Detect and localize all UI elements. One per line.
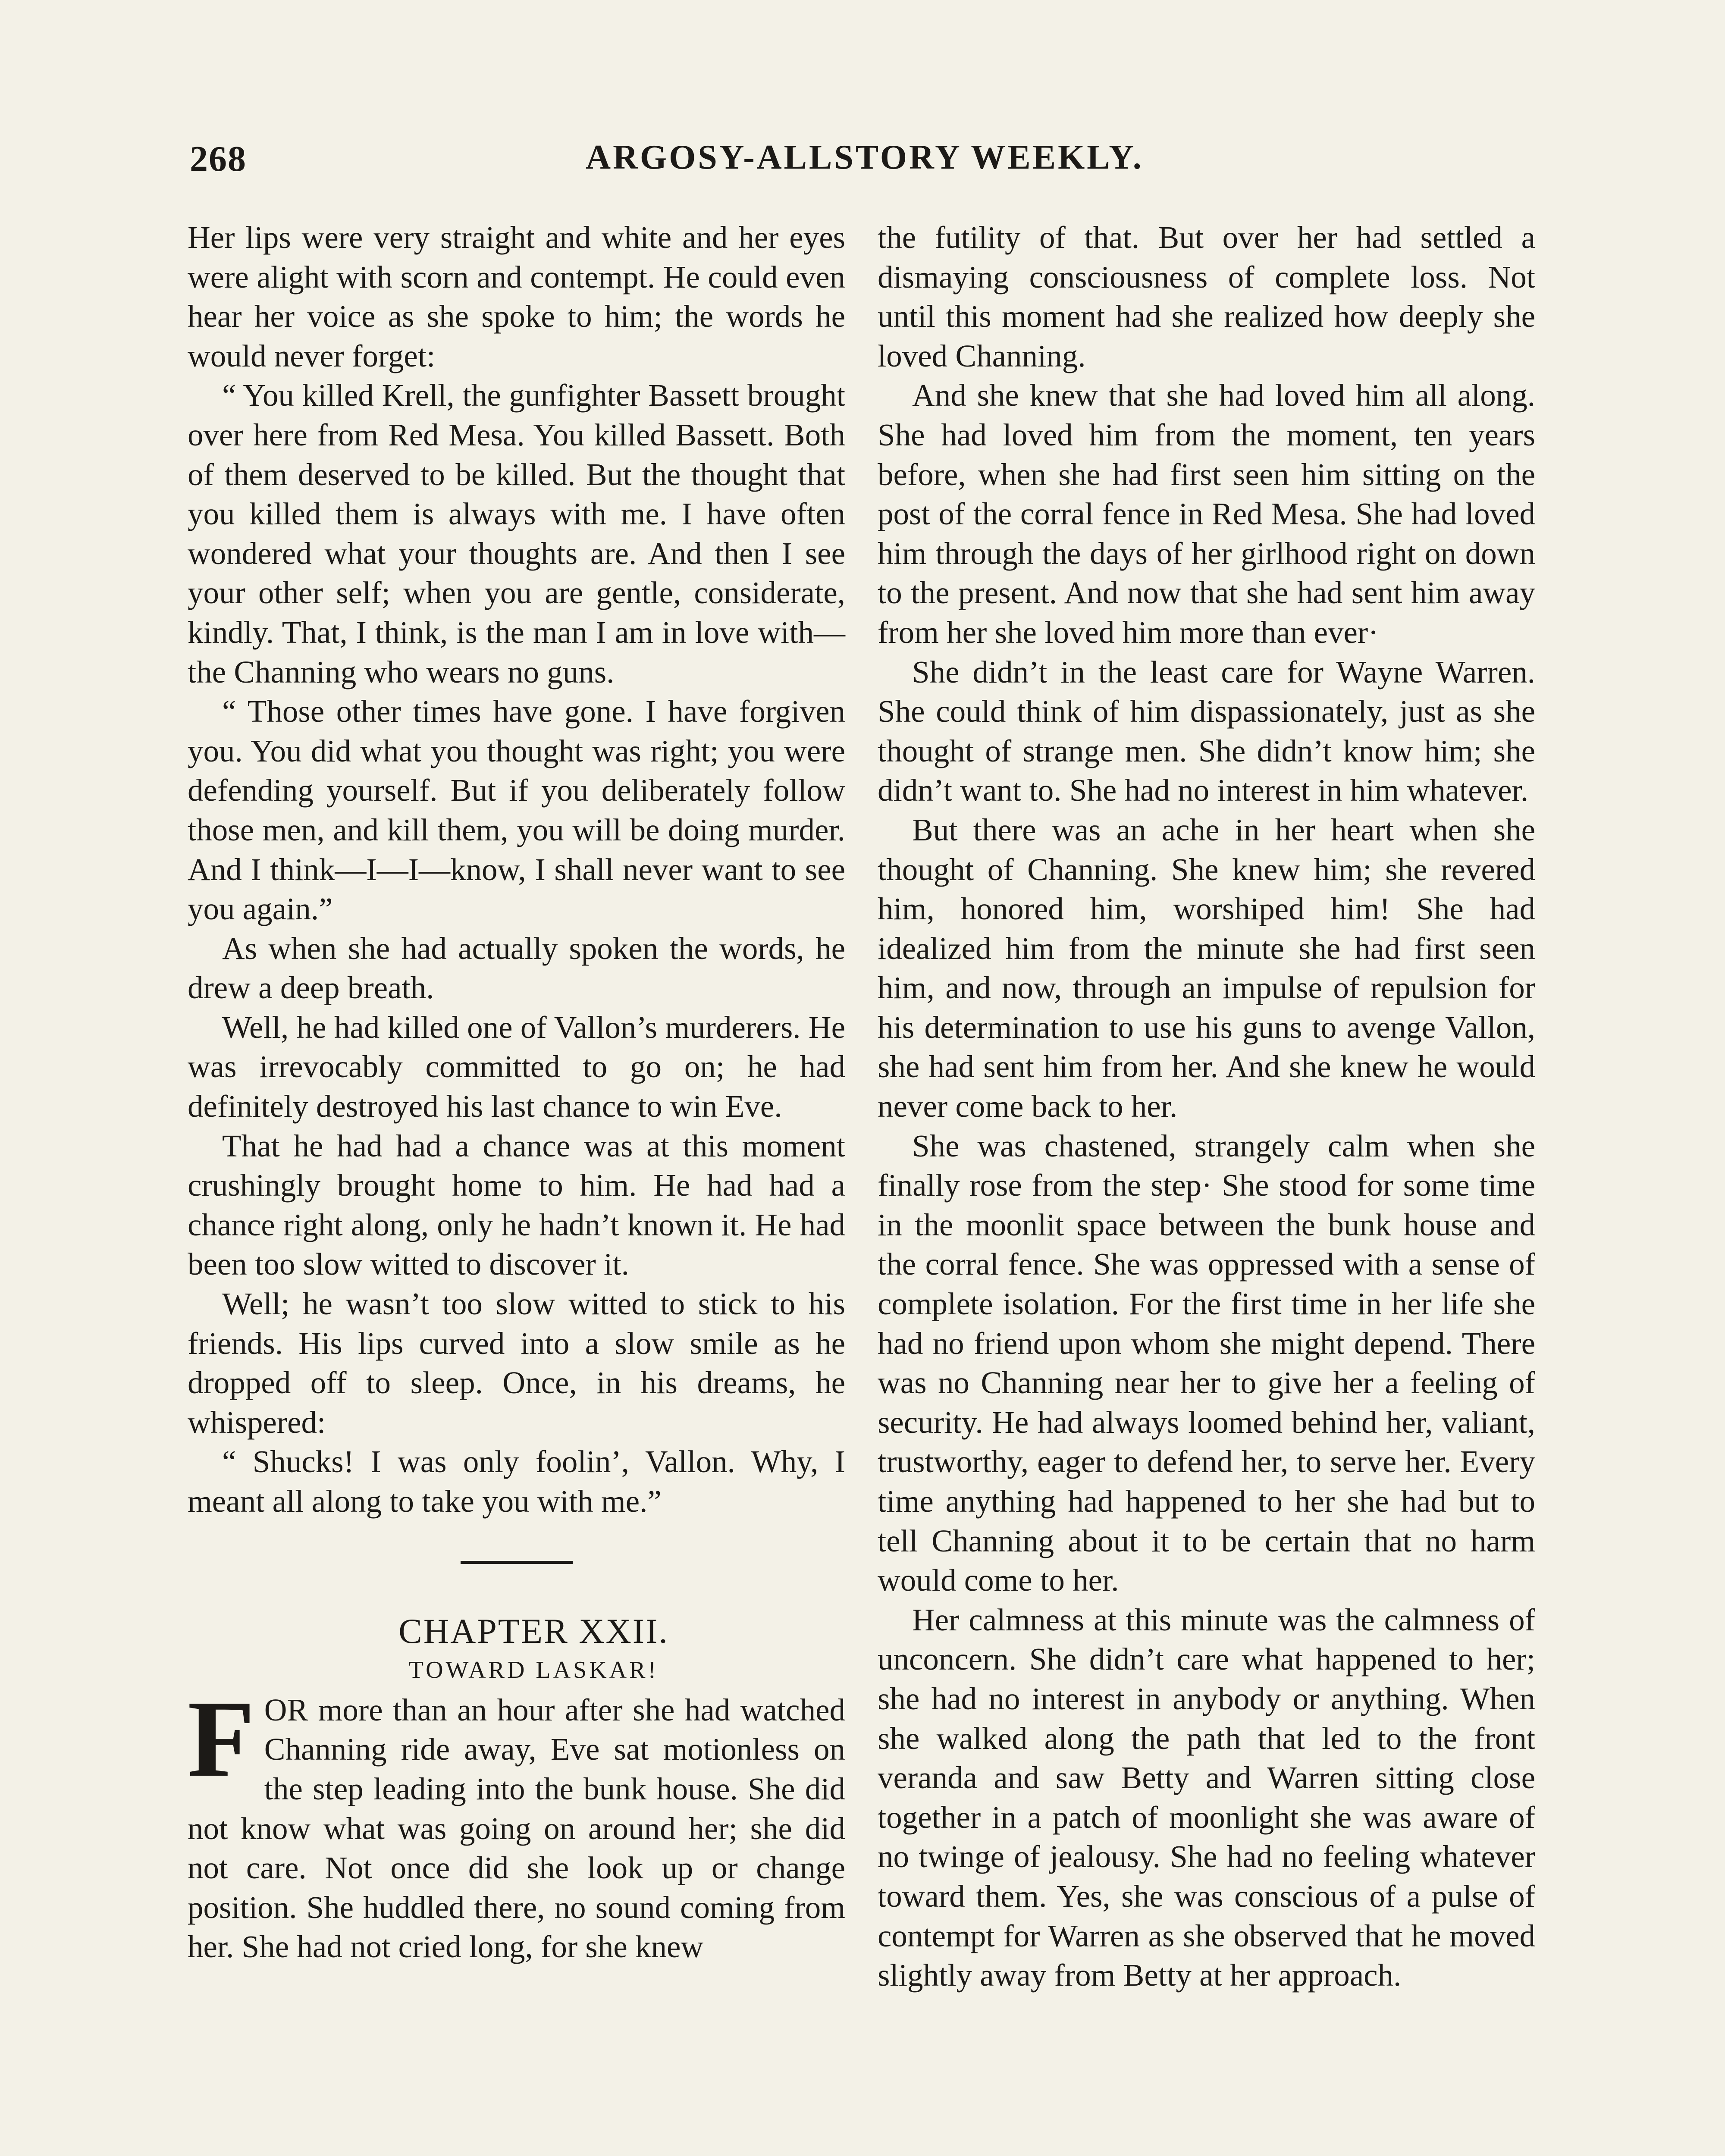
- drop-cap: F: [188, 1678, 255, 1800]
- chapter-opening-paragraph: [188, 1678, 845, 1967]
- running-head: ARGOSY-ALLSTORY WEEKLY.: [586, 138, 1144, 176]
- section-divider: [461, 1561, 573, 1564]
- paragraph: And she knew that she had loved him all along. She had loved him from the moment, ten years before, when she had first seen him sitting on the post of the corral fence in Red Mesa. She had loved him through the days of her girlhood right on down to the present. And now that she had sent him away from her she loved him more than ever·: [878, 378, 1535, 650]
- page-header: [190, 138, 1540, 190]
- paragraph: “ Shucks! I was only foolin’, Vallon. Why, I meant all along to take you with me.”: [188, 1444, 845, 1519]
- left-column: [188, 218, 845, 1967]
- paragraph: Her lips were very straight and white and her eyes were alight with scorn and contempt. He could even hear her voice as she spoke to him; the words he would never forget:: [188, 220, 845, 373]
- paragraph: She didn’t in the least care for Wayne Warren. She could think of him dispassionately, just as she thought of strange men. She didn’t know him; she didn’t want to. She had no interest in him whatever.: [878, 654, 1535, 808]
- right-column: [878, 218, 1535, 1995]
- paragraph: She was chastened, strangely calm when she finally rose from the step· She stood for some time in the moonlit space between the bunk house and the corral fence. She was oppressed with a sense of complete isolation. For the first time in her life she had no friend upon whom she might depend. There was no Channing near her to give her a feeling of security. He had always loomed behind her, valiant, trustworthy, eager to defend her, to serve her. Every time anything had happened to her she had but to tell Channing about it to be certain that no harm would come to her.: [878, 1128, 1535, 1598]
- page-number: 268: [190, 139, 247, 179]
- chapter-title: CHAPTER XXII.: [398, 1611, 669, 1651]
- paragraph: Well, he had killed one of Vallon’s murderers. He was irrevocably committed to go on; he had definitely destroyed his last chance to win Eve.: [188, 1009, 845, 1124]
- paragraph-text: OR more than an hour after she had watched Channing ride away, Eve sat motionless on the step leading into the bunk house. She did not know what was going on around her; she did not care. Not once did she look up or change position. She huddled there, no sound coming from her. She had not cried long, for she knew: [188, 1692, 845, 1965]
- chapter-subtitle: TOWARD LASKAR!: [408, 1657, 659, 1684]
- paragraph: Her calmness at this minute was the calmness of unconcern. She didn’t care what happened to her; she had no interest in anybody or anything. When she walked along the path that led to the front veranda and saw Betty and Warren sitting close together in a patch of moonlight she was aware of no twinge of jealousy. She had no feeling whatever toward them. Yes, she was conscious of a pulse of contempt for Warren as she observed that he moved slightly away from Betty at her approach.: [878, 1602, 1535, 1993]
- paragraph: the futility of that. But over her had settled a dismaying consciousness of complete loss. Not until this moment had she realized how deeply she loved Channing.: [878, 220, 1535, 373]
- paragraph: As when she had actually spoken the words, he drew a deep breath.: [188, 931, 845, 1006]
- paragraph: But there was an ache in her heart when she thought of Channing. She knew him; she revered him, honored him, worshiped him! She had idealized him from the minute she had first seen him, and now, through an impulse of repulsion for his determination to use his guns to avenge Vallon, she had sent him from her. And she knew he would never come back to her.: [878, 812, 1535, 1124]
- paragraph: Well; he wasn’t too slow witted to stick to his friends. His lips curved into a slow smile as he dropped off to sleep. Once, in his dreams, he whispered:: [188, 1286, 845, 1440]
- paragraph: That he had had a chance was at this moment crushingly brought home to him. He had had a chance right along, only he hadn’t known it. He had been too slow witted to discover it.: [188, 1128, 845, 1282]
- paragraph: “ Those other times have gone. I have forgiven you. You did what you thought was right; you were defending yourself. But if you deliberately follow those men, and kill them, you will be doing murder. And I think—I—I—know, I shall never want to see you again.”: [188, 694, 845, 927]
- paragraph: “ You killed Krell, the gunfighter Bassett brought over here from Red Mesa. You killed Bassett. Both of them deserved to be killed. But the thought that you killed them is always with me. I have often wondered what your thoughts are. And then I see your other self; when you are gentle, considerate, kindly. That, I think, is the man I am in love with—the Channing who wears no guns.: [188, 378, 845, 689]
